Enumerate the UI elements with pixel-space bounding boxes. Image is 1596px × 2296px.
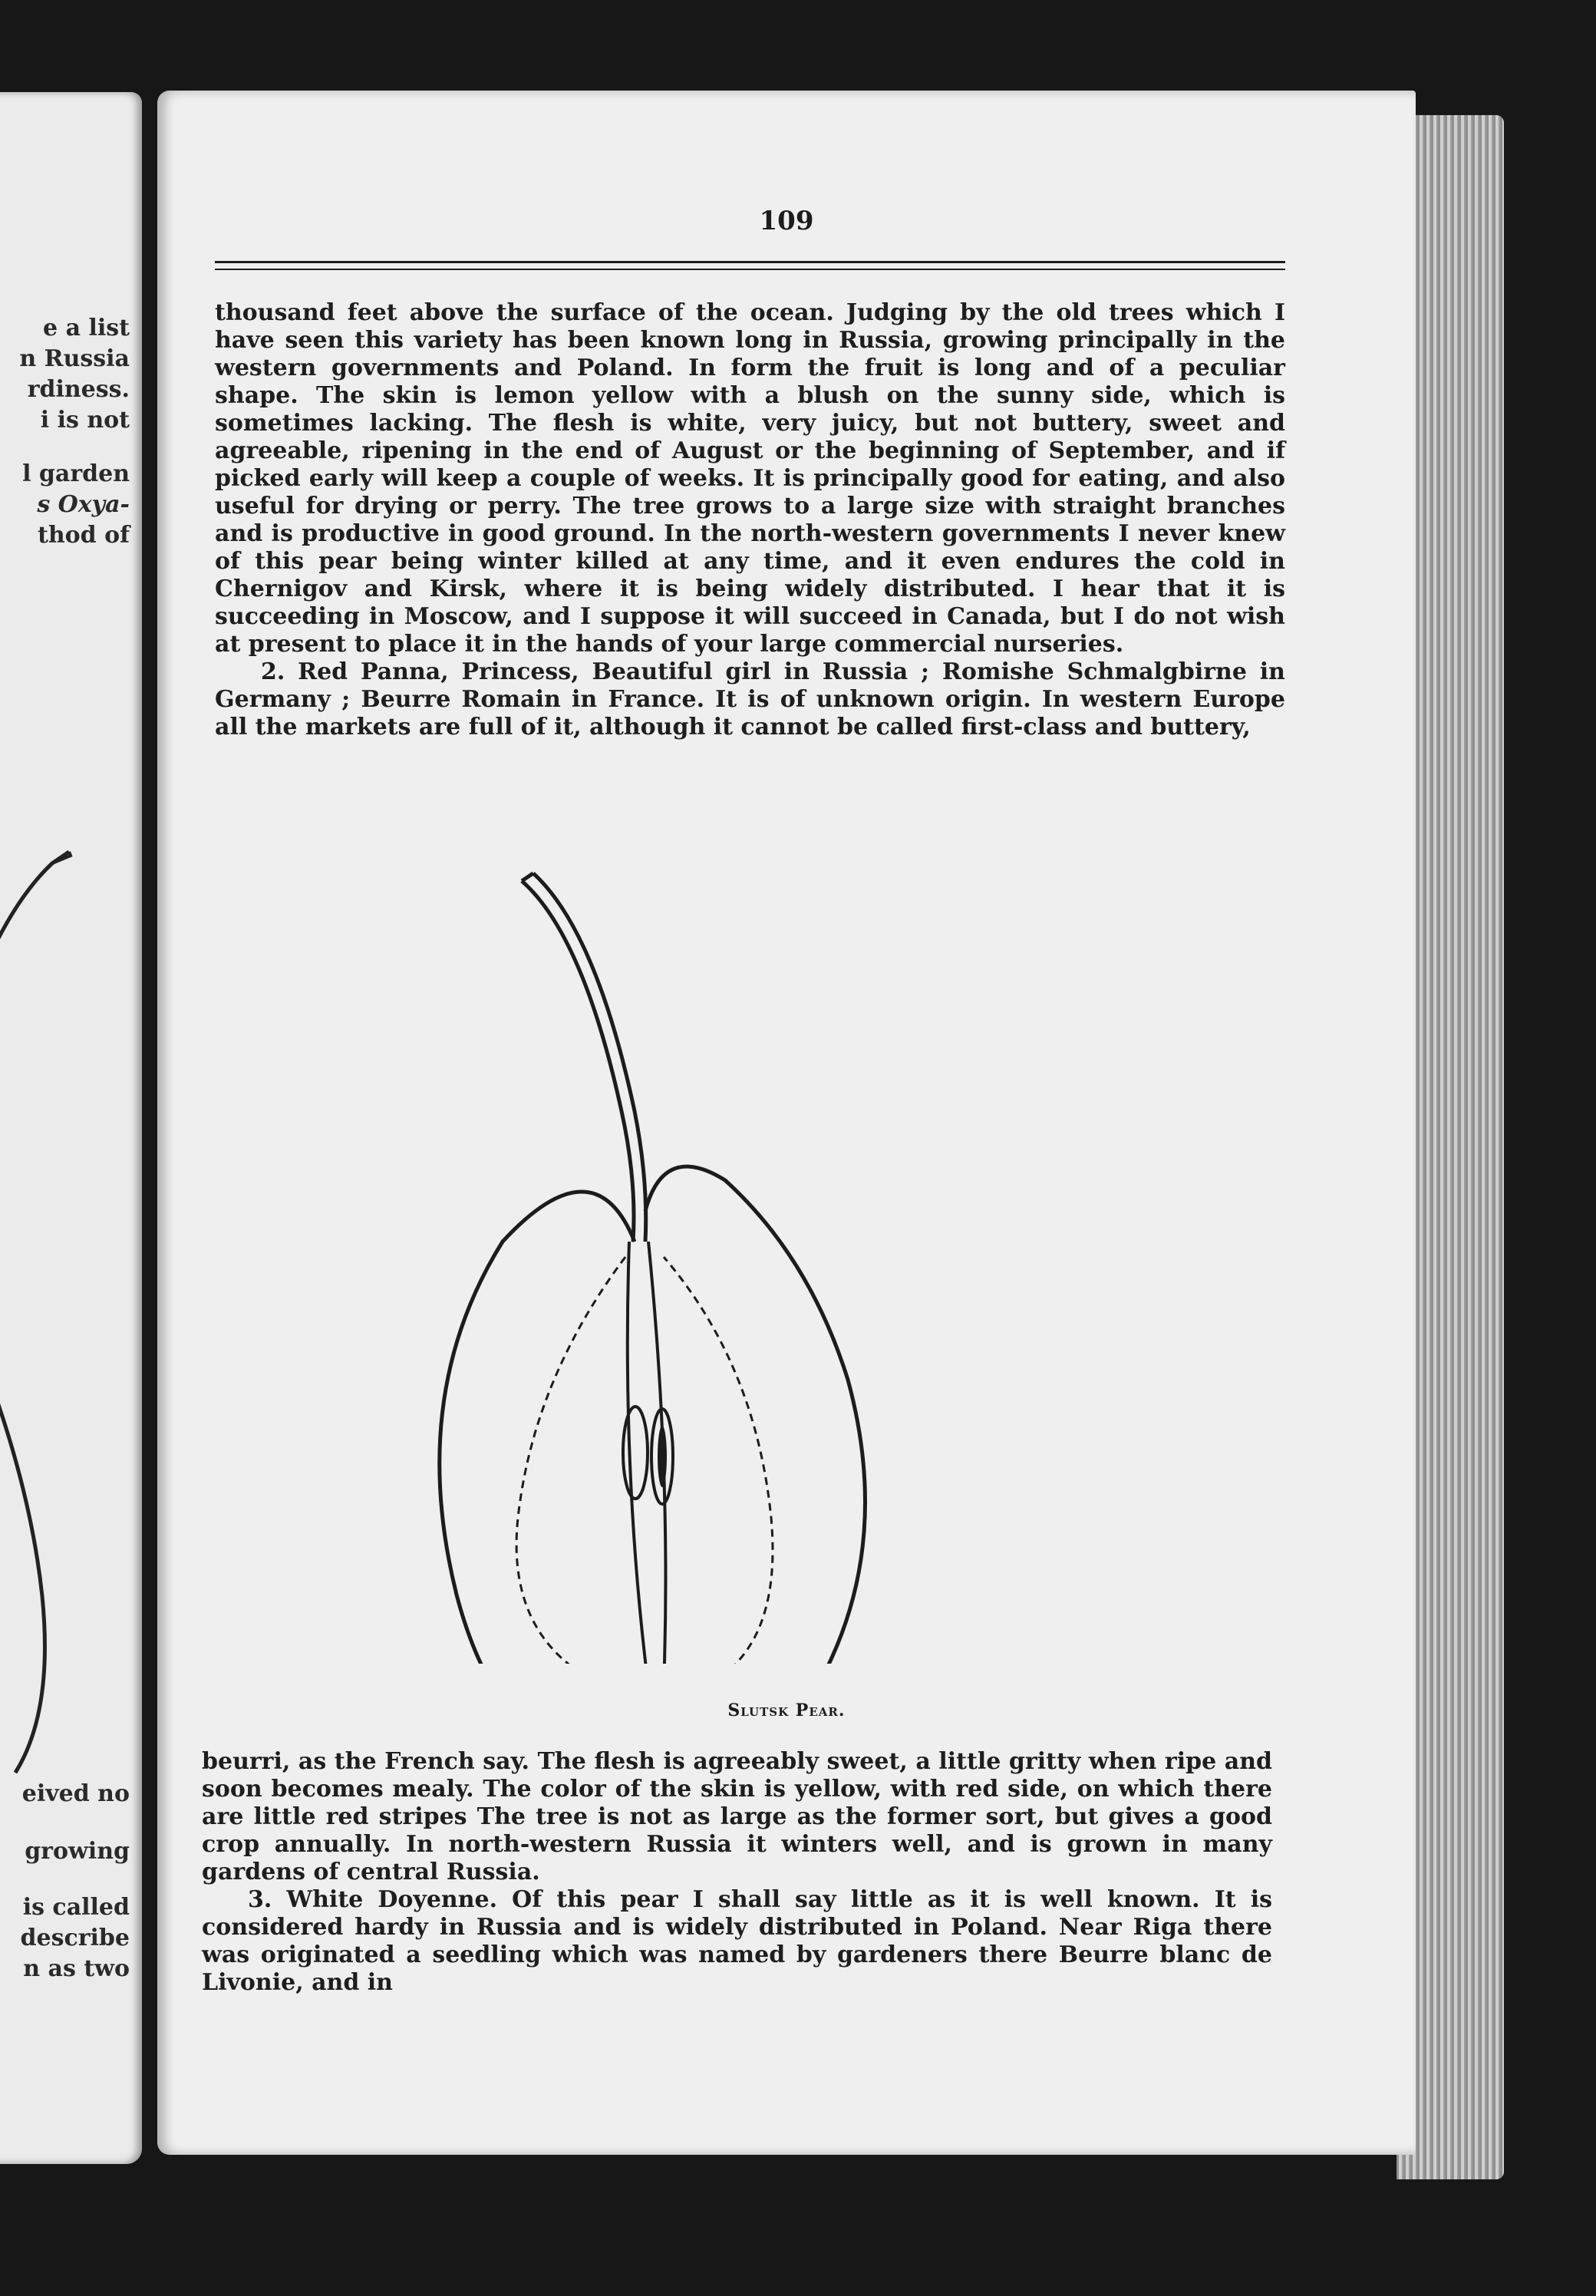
left-line-3: rdiness. [27,376,130,403]
left-line-10: growing [25,1838,130,1865]
left-facing-page [0,92,142,2164]
left-line-2: n Russia [19,345,130,372]
left-line-7: s Oxya- [37,491,130,518]
slutsk-pear-illustration [418,781,1185,1664]
header-rule-thin [215,269,1285,270]
top-text-block [215,299,1285,741]
paragraph-red-panna: 2. Red Panna, Princess, Beautiful girl in Russia ; Romishe Schmalgbirne in Germany ; Beurre Romain in France. It is of unknown origin. In western Europe all the markets are full of it, although it cannot be called first-class and buttery, [215,658,1285,741]
book-page [157,91,1416,2155]
left-line-4: i is not [40,407,130,434]
left-line-11: is called [22,1894,130,1921]
left-line-6: l garden [22,460,130,487]
left-line-12: describe [20,1925,130,1951]
figure-caption: Slutsk Pear. [727,1701,846,1720]
left-line-8: thod of [37,522,130,549]
left-line-1: e a list [43,315,130,341]
partial-pear-illustration [0,829,142,1826]
paragraph-white-doyenne: 3. White Doyenne. Of this pear I shall say little as it is well known. It is considered hardy in Russia and is widely distributed in Poland. Near Riga there was originated a seedling which was named by gardeners there Beurre blanc de Livonie, and in [202,1886,1272,1996]
paragraph-red-panna-continued: beurri, as the French say. The flesh is agreeably sweet, a little gritty when ripe and soon becomes mealy. The color of the skin is yellow, with red side, on which there are little red stripes The tree is not as large as the former sort, but gives a good crop annually. In north-western Russia it winters well, and is grown in many gardens of central Russia. [202,1748,1272,1885]
left-line-9: eived no [21,1780,130,1807]
header-rule [215,261,1285,263]
left-line-13: n as two [23,1955,130,1982]
bottom-text-block [202,1748,1272,1997]
page-number: 109 [759,206,814,236]
paragraph-slutsk-description: thousand feet above the surface of the ocean. Judging by the old trees which I have seen this variety has been known long in Russia, growing principally in the western governments and Poland. In form the fruit is long and of a peculiar shape. The skin is lemon yellow with a blush on the sunny side, which is sometimes lacking. The flesh is white, very juicy, but not buttery, sweet and agreeable, ripening in the end of August or the beginning of September, and if picked early will keep a couple of weeks. It is principally good for eating, and also useful for drying or perry. The tree grows to a large size with straight branches and is productive in good ground. In the north-western governments I never knew of this pear being winter killed at any time, and it even endures the cold in Chernigov and Kirsk, where it is being widely distributed. I hear that it is succeeding in Moscow, and I suppose it will succeed in Canada, but I do not wish at present to place it in the hands of your large commercial nurseries. [215,299,1285,658]
